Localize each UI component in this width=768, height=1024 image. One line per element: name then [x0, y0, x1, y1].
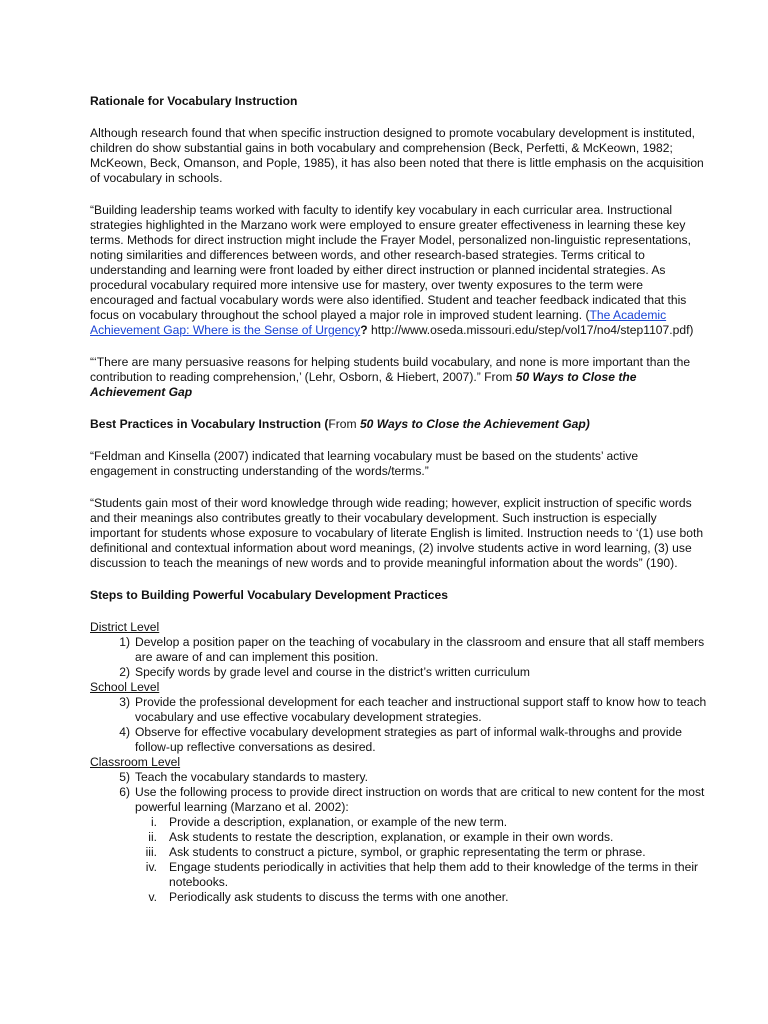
item-number: 5): [119, 770, 130, 784]
list-item: [90, 785, 708, 815]
school-level-label: School Level: [90, 680, 160, 694]
item-text: Observe for effective vocabulary development strategies as part of informal walk-throughs and provide follow-up reflective conversations as desired.: [135, 725, 682, 754]
item-text: Ask students to restate the description, explanation, or example in their own words.: [169, 830, 614, 844]
sub-list-item: [90, 845, 708, 860]
district-level-label: District Level: [90, 620, 160, 634]
heading-book-title: 50 Ways to Close the Achievement Gap): [359, 417, 590, 431]
sub-list-item: [90, 860, 708, 890]
item-text: Develop a position paper on the teaching of vocabulary in the classroom and ensure that all staff members are aware of and can implement this position.: [135, 635, 705, 664]
item-numeral: v.: [148, 890, 157, 904]
rationale-heading: Rationale for Vocabulary Instruction: [90, 94, 298, 108]
link-question-mark: ?: [360, 323, 368, 337]
item-text: Provide a description, explanation, or example of the new term.: [169, 815, 508, 829]
item-number: 6): [119, 785, 130, 799]
item-numeral: i.: [150, 815, 157, 829]
persuasive-reasons-quote: [90, 355, 708, 400]
list-item: [90, 665, 708, 680]
item-text: Engage students periodically in activities that help them add to their knowledge of the terms in their notebooks.: [169, 860, 699, 889]
book-title: 50 Ways to Close the Achievement Gap: [90, 370, 637, 399]
school-list: [90, 695, 708, 755]
feldman-quote: “Feldman and Kinsella (2007) indicated that learning vocabulary must be based on the students’ active engagement in constructing understanding of the words/terms.”: [90, 449, 639, 478]
item-text: Teach the vocabulary standards to mastery.: [135, 770, 369, 784]
rationale-paragraph: Although research found that when specific instruction designed to promote vocabulary development is instituted, children do show substantial gains in both vocabulary and comprehension (Beck, Perfetti, & McKeown, 1982; McKeown, Beck, Omanson, and Pople, 1985), it has also been noted that there is little emphasis on the acquisition of vocabulary in schools.: [90, 126, 704, 185]
item-text: Specify words by grade level and course in the district’s written curriculum: [135, 665, 531, 679]
item-number: 4): [119, 725, 130, 739]
item-numeral: iii.: [145, 845, 157, 859]
sub-list-item: [90, 815, 708, 830]
classroom-level-label: Classroom Level: [90, 755, 181, 769]
list-item: [90, 725, 708, 755]
item-numeral: iv.: [145, 860, 157, 874]
list-item: [90, 635, 708, 665]
heading-from: From: [328, 417, 360, 431]
list-item: [90, 770, 708, 785]
best-practices-heading: [90, 417, 708, 432]
item-number: 3): [119, 695, 130, 709]
word-knowledge-quote: “Students gain most of their word knowledge through wide reading; however, explicit instruction of specific words and their meanings also contributes greatly to their vocabulary development. Such instruction is especially important for students whose exposure to vocabulary of literate English is limited. Instruction needs to ‘(1) use both definitional and contextual information about word meanings, (2) involve students active in word learning, (3) use discussion to teach the meanings of new words and to provide meaningful information about the words” (190).: [90, 496, 704, 570]
classroom-list: [90, 770, 708, 815]
item-numeral: ii.: [148, 830, 157, 844]
item-text: Ask students to construct a picture, symbol, or graphic representating the term or phrase.: [169, 845, 646, 859]
item-text: Use the following process to provide direct instruction on words that are critical to new content for the most powerful learning (Marzano et al. 2002):: [135, 785, 705, 814]
sub-list-item: [90, 890, 708, 905]
heading-text: Best Practices in Vocabulary Instruction (: [90, 417, 329, 431]
source-url: http://www.oseda.missouri.edu/step/vol17/no4/step1107.pdf): [367, 323, 694, 337]
list-item: [90, 695, 708, 725]
quote-text: “‘There are many persuasive reasons for helping students build vocabulary, and none is more important than the contribution to reading comprehension,’ (Lehr, Osborn, & Hiebert, 2007).” From: [90, 355, 691, 384]
quote-text: “Building leadership teams worked with faculty to identify key vocabulary in each curricular area. Instructional strategies highlighted in the Marzano work were employed to ensure greater effectiveness in learning these key terms. Methods for direct instruction might include the Frayer Model, personalized non-linguistic representations, noting similarities and differences between words, and other research-based strategies. Terms critical to understanding and learning were front loaded by either direct instruction or planned incidental strategies. As procedural vocabulary required more intensive use for mastery, over twenty exposures to the term were encouraged and factual vocabulary words were also identified. Student and teacher feedback indicated that this focus on vocabulary throughout the school played a major role in improved student learning. (: [90, 203, 691, 322]
district-list: [90, 635, 708, 680]
process-sub-list: [90, 815, 708, 905]
item-number: 2): [119, 665, 130, 679]
building-leadership-quote: [90, 203, 708, 338]
steps-heading: Steps to Building Powerful Vocabulary Development Practices: [90, 588, 448, 602]
item-text: Provide the professional development for each teacher and instructional support staff to know how to teach vocabulary and use effective vocabulary development strategies.: [135, 695, 707, 724]
item-text: Periodically ask students to discuss the terms with one another.: [169, 890, 509, 904]
sub-list-item: [90, 830, 708, 845]
achievement-gap-link[interactable]: The Academic Achievement Gap: Where is the Sense of Urgency: [90, 308, 667, 337]
item-number: 1): [119, 635, 130, 649]
